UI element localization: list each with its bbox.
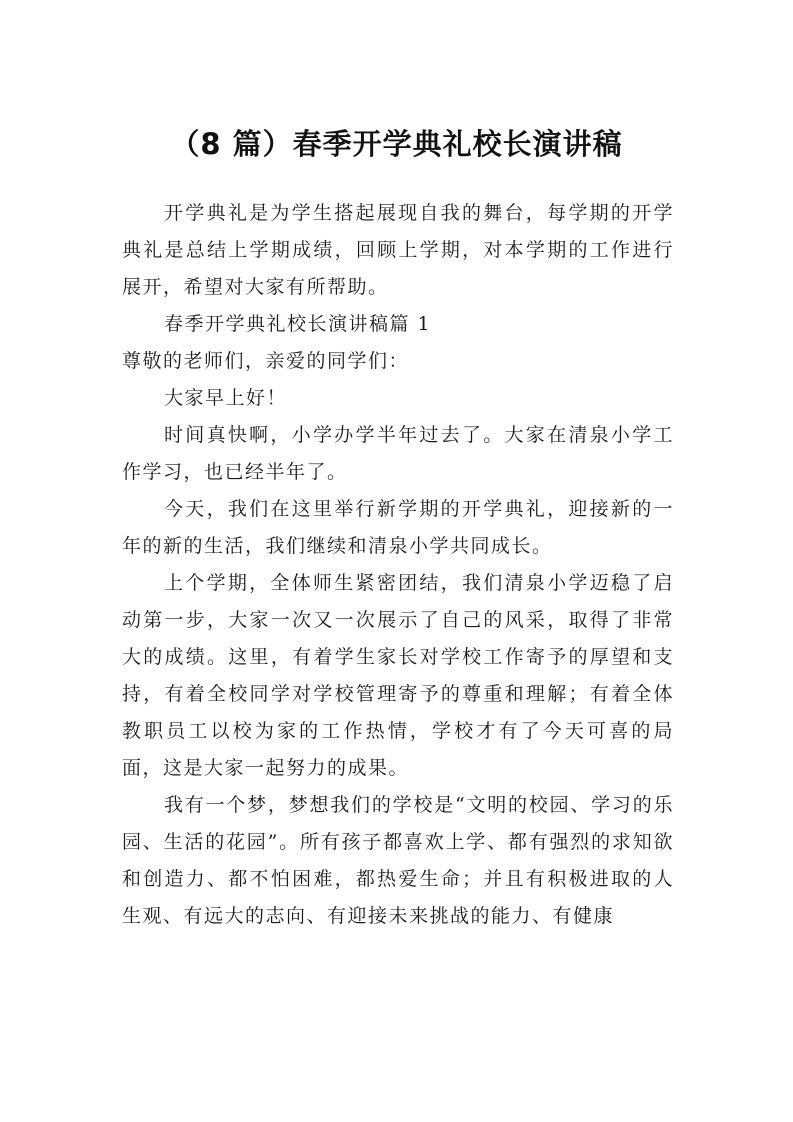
intro-paragraph: 开学典礼是为学生搭起展现自我的舞台，每学期的开学典礼是总结上学期成绩，回顾上学期，对本学期的工作进行展开，希望对大家有所帮助。: [122, 202, 674, 298]
document-title: （8 篇）春季开学典礼校长演讲稿: [170, 127, 623, 161]
section-heading: 春季开学典礼校长演讲稿篇 1: [164, 313, 432, 335]
salutation: 尊敬的老师们，亲爱的同学们：: [122, 350, 410, 372]
body-paragraph: 上个学期，全体师生紧密团结，我们清泉小学迈稳了启动第一步，大家一次又一次展示了自己的风采，取得了非常大的成绩。这里，有着学生家长对学校工作寄予的厚望和支持，有着全校同学对学校管理寄予的尊重和理解；有着全体教职员工以校为家的工作热情，学校才有了今天可喜的局面，这是大家一起努力的成果。: [122, 572, 674, 779]
body-paragraph: 时间真快啊，小学办学半年过去了。大家在清泉小学工作学习，也已经半年了。: [122, 424, 674, 483]
body-paragraph: 今天，我们在这里举行新学期的开学典礼，迎接新的一年的新的生活，我们继续和清泉小学共同成长。: [122, 498, 674, 557]
greeting: 大家早上好！: [164, 387, 288, 409]
body-paragraph: 我有一个梦，梦想我们的学校是“文明的校园、学习的乐园、生活的花园”。所有孩子都喜欢上学、都有强烈的求知欲和创造力、都不怕困难，都热爱生命；并且有积极进取的人生观、有远大的志向、有迎接未来挑战的能力、有健康: [122, 794, 674, 927]
document-body: [122, 195, 674, 935]
